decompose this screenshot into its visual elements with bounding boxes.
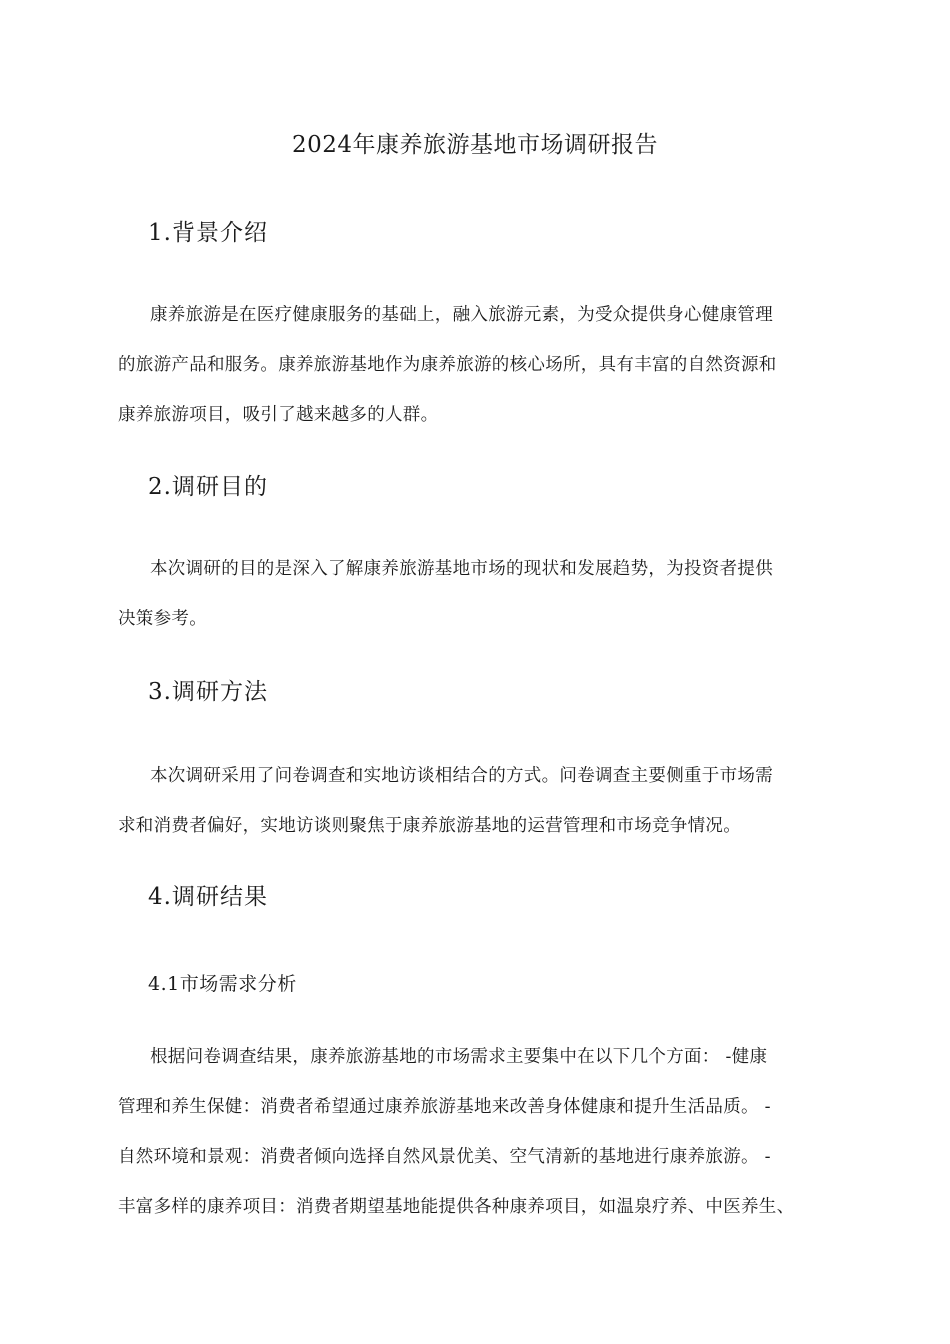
paragraph-line: 本次调研的目的是深入了解康养旅游基地市场的现状和发展趋势，为投资者提供 bbox=[150, 559, 773, 579]
subsection-heading-demand: 4.1市场需求分析 bbox=[148, 973, 297, 995]
paragraph-line: 丰富多样的康养项目：消费者期望基地能提供各种康养项目，如温泉疗养、中医养生、 bbox=[118, 1197, 795, 1217]
paragraph-line: 康养旅游项目，吸引了越来越多的人群。 bbox=[118, 405, 439, 425]
paragraph-line: 自然环境和景观：消费者倾向选择自然风景优美、空气清新的基地进行康养旅游。 - bbox=[118, 1147, 771, 1167]
paragraph-line: 管理和养生保健：消费者希望通过康养旅游基地来改善身体健康和提升生活品质。 - bbox=[118, 1097, 771, 1117]
paragraph-method bbox=[118, 751, 838, 851]
paragraph-line: 康养旅游是在医疗健康服务的基础上，融入旅游元素，为受众提供身心健康管理 bbox=[150, 305, 773, 325]
paragraph-line: 根据问卷调查结果，康养旅游基地的市场需求主要集中在以下几个方面： -健康 bbox=[150, 1047, 768, 1067]
paragraph-line: 决策参考。 bbox=[118, 609, 207, 629]
paragraph-purpose bbox=[118, 544, 838, 644]
paragraph-line: 求和消费者偏好，实地访谈则聚焦于康养旅游基地的运营管理和市场竞争情况。 bbox=[118, 816, 741, 836]
paragraph-line: 的旅游产品和服务。康养旅游基地作为康养旅游的核心场所，具有丰富的自然资源和 bbox=[118, 355, 777, 375]
section-heading-purpose: 2.调研目的 bbox=[148, 474, 268, 500]
section-heading-results: 4.调研结果 bbox=[148, 884, 268, 910]
section-heading-method: 3.调研方法 bbox=[148, 679, 268, 705]
section-heading-background: 1.背景介绍 bbox=[148, 220, 268, 246]
paragraph-background bbox=[118, 290, 838, 440]
document-title: 2024年康养旅游基地市场调研报告 bbox=[291, 132, 659, 158]
paragraph-demand bbox=[118, 1032, 838, 1232]
paragraph-line: 本次调研采用了问卷调查和实地访谈相结合的方式。问卷调查主要侧重于市场需 bbox=[150, 766, 773, 786]
